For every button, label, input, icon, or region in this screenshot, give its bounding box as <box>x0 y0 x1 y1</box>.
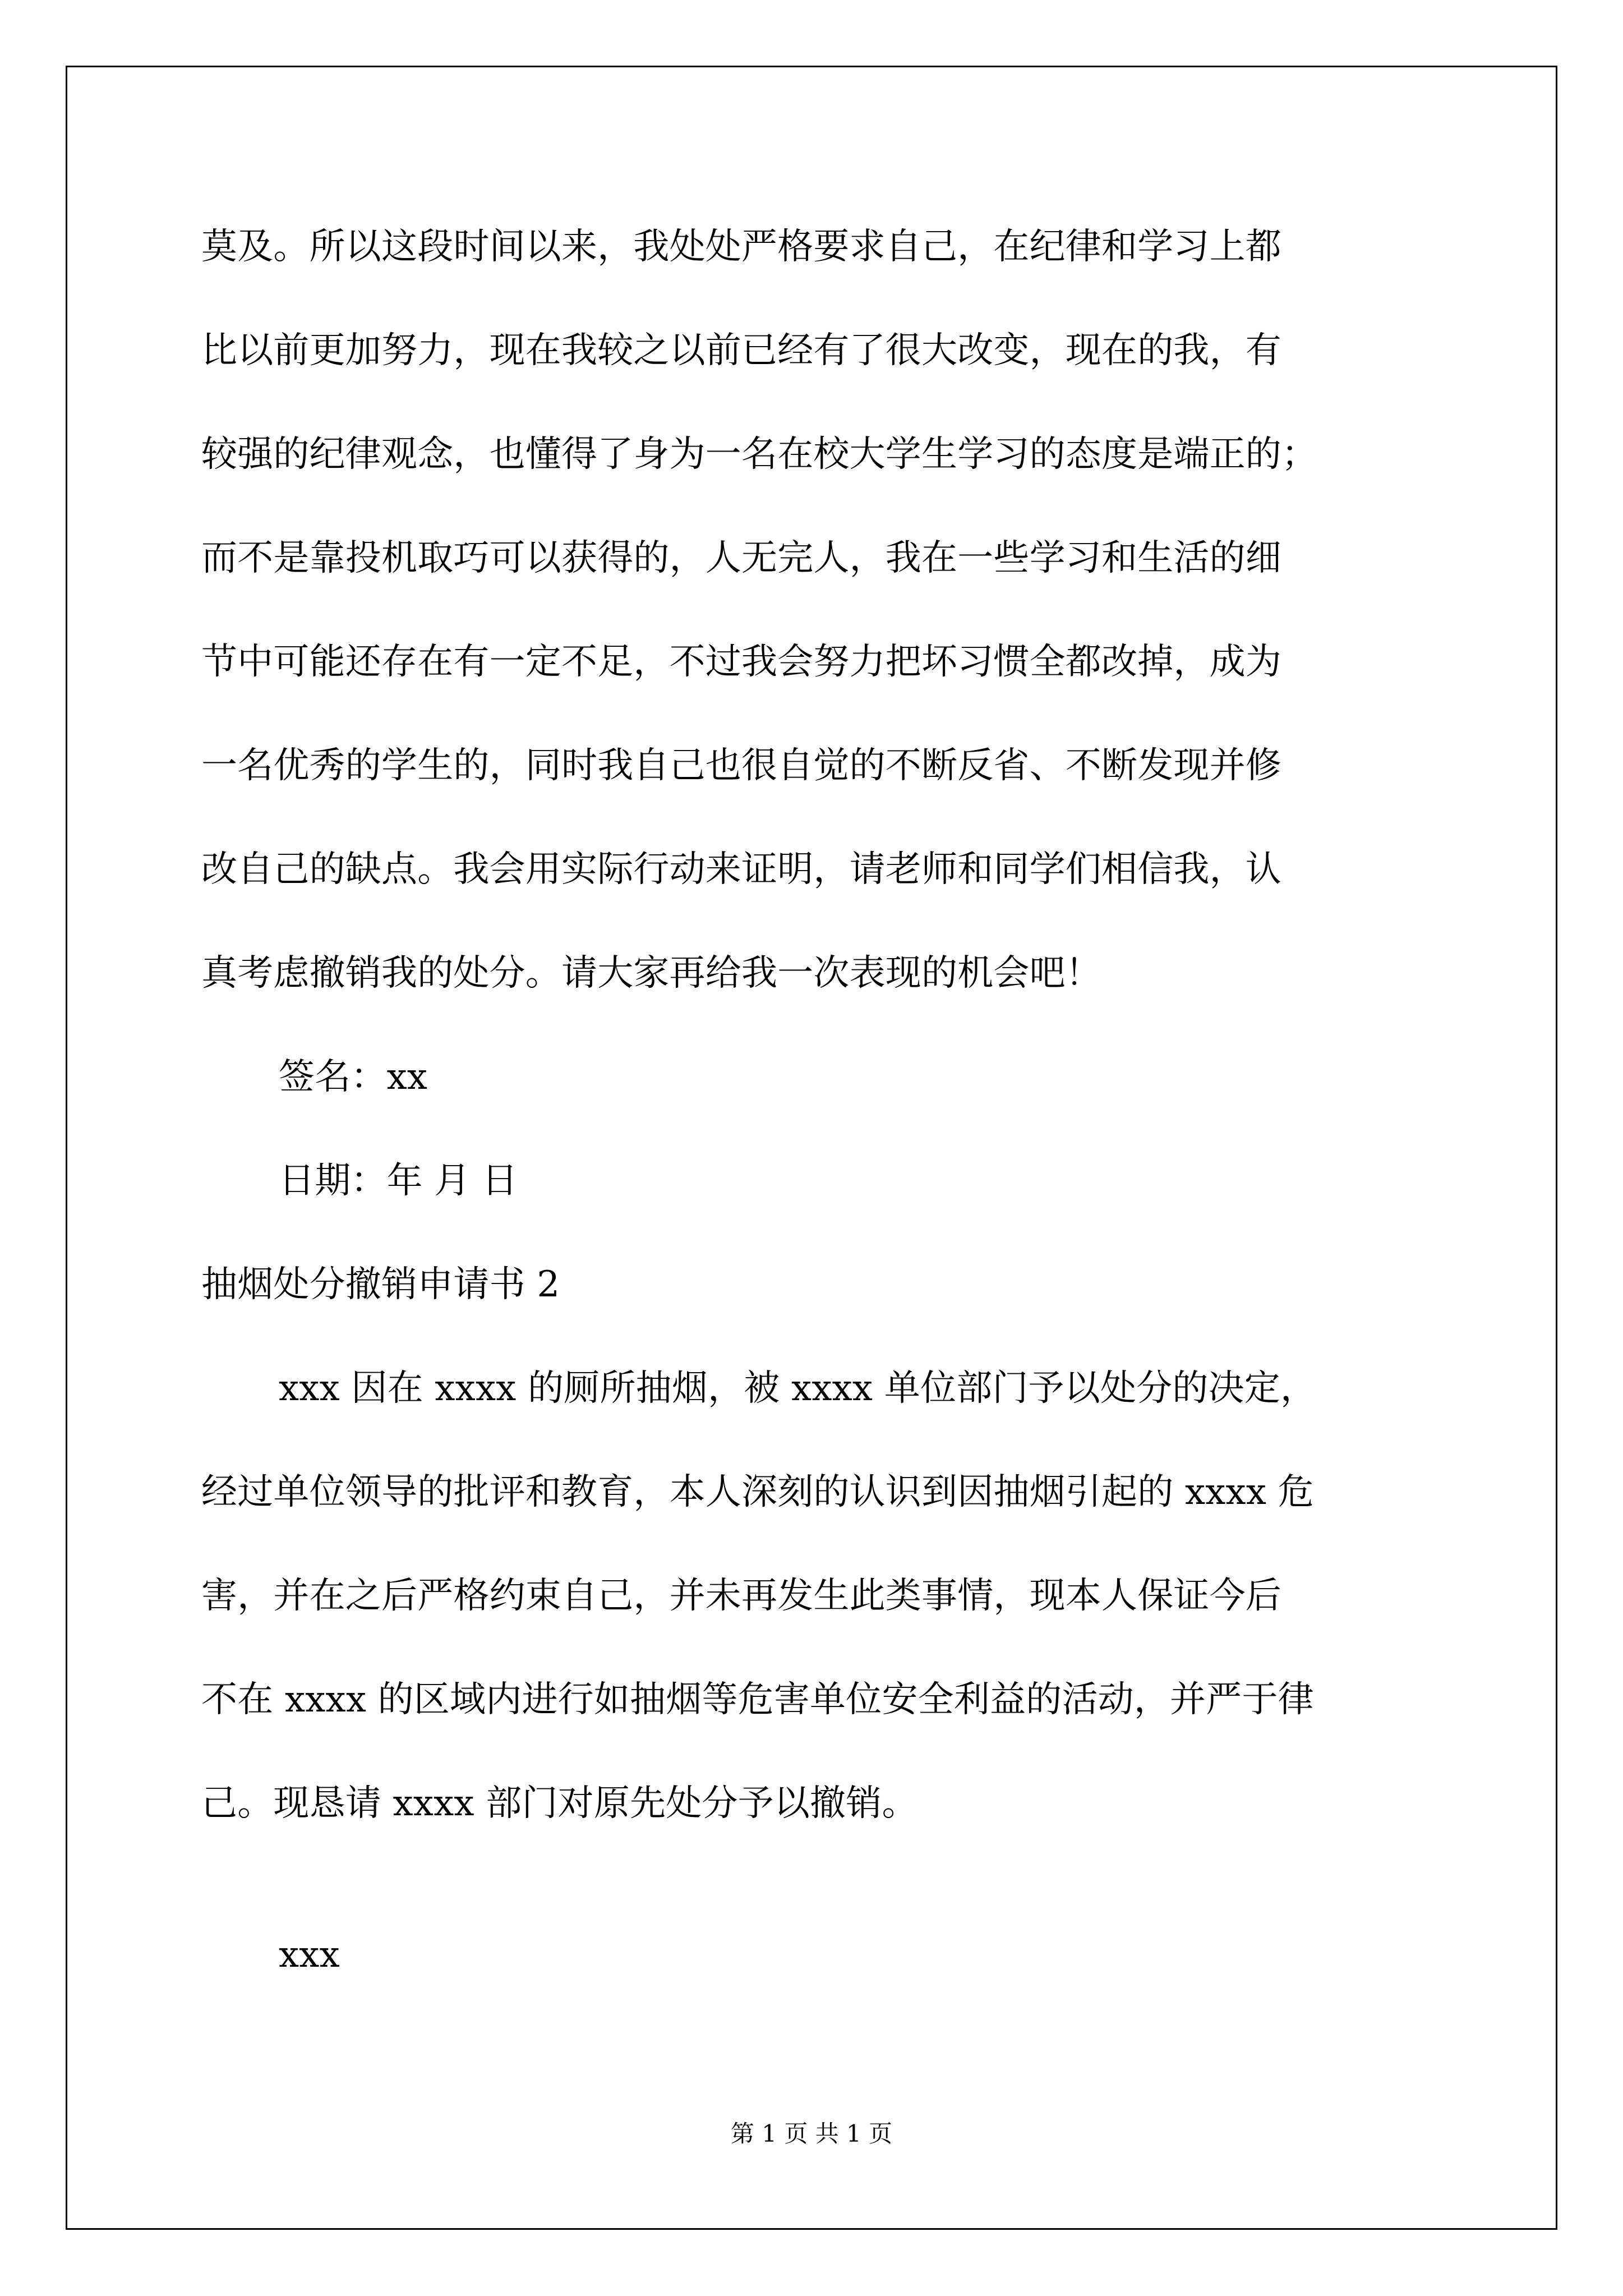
paragraph-line: 节中可能还存在有一定不足，不过我会努力把坏习惯全都改掉，成为 <box>201 641 1281 683</box>
paragraph-line: 害，并在之后严格约束自己，并未再发生此类事情，现本人保证今后 <box>201 1575 1281 1617</box>
paragraph-line: 莫及。所以这段时间以来，我处处严格要求自己，在纪律和学习上都 <box>201 226 1281 268</box>
paragraph-line: 真考虑撤销我的处分。请大家再给我一次表现的机会吧！ <box>201 953 1101 994</box>
paragraph-line: 一名优秀的学生的，同时我自己也很自觉的不断反省、不断发现并修 <box>201 745 1281 786</box>
paragraph-line: 改自己的缺点。我会用实际行动来证明，请老师和同学们相信我，认 <box>201 849 1281 890</box>
paragraph-line: 己。现恳请 xxxx 部门对原先处分予以撤销。 <box>201 1783 918 1824</box>
paragraph-line: 较强的纪律观念，也懂得了身为一名在校大学生学习的态度是端正的； <box>201 434 1318 475</box>
paragraph-line: 而不是靠投机取巧可以获得的，人无完人，我在一些学习和生活的细 <box>201 537 1281 579</box>
paragraph-line: xxx 因在 xxxx 的厕所抽烟，被 xxxx 单位部门予以处分的决定， <box>279 1368 1317 1409</box>
closing-name: xxx <box>279 1934 340 1976</box>
date-line: 日期：年 月 日 <box>279 1160 518 1202</box>
page-border <box>66 66 1557 2230</box>
page-footer: 第 1 页 共 1 页 <box>730 2120 893 2147</box>
paragraph-line: 经过单位领导的批评和教育，本人深刻的认识到因抽烟引起的 xxxx 危 <box>201 1471 1314 1513</box>
signature-line: 签名：xx <box>279 1056 428 1098</box>
paragraph-line: 比以前更加努力，现在我较之以前已经有了很大改变，现在的我，有 <box>201 330 1281 371</box>
paragraph-line: 不在 xxxx 的区域内进行如抽烟等危害单位安全利益的活动，并严于律 <box>201 1679 1314 1720</box>
section-title: 抽烟处分撤销申请书 2 <box>201 1264 560 1305</box>
